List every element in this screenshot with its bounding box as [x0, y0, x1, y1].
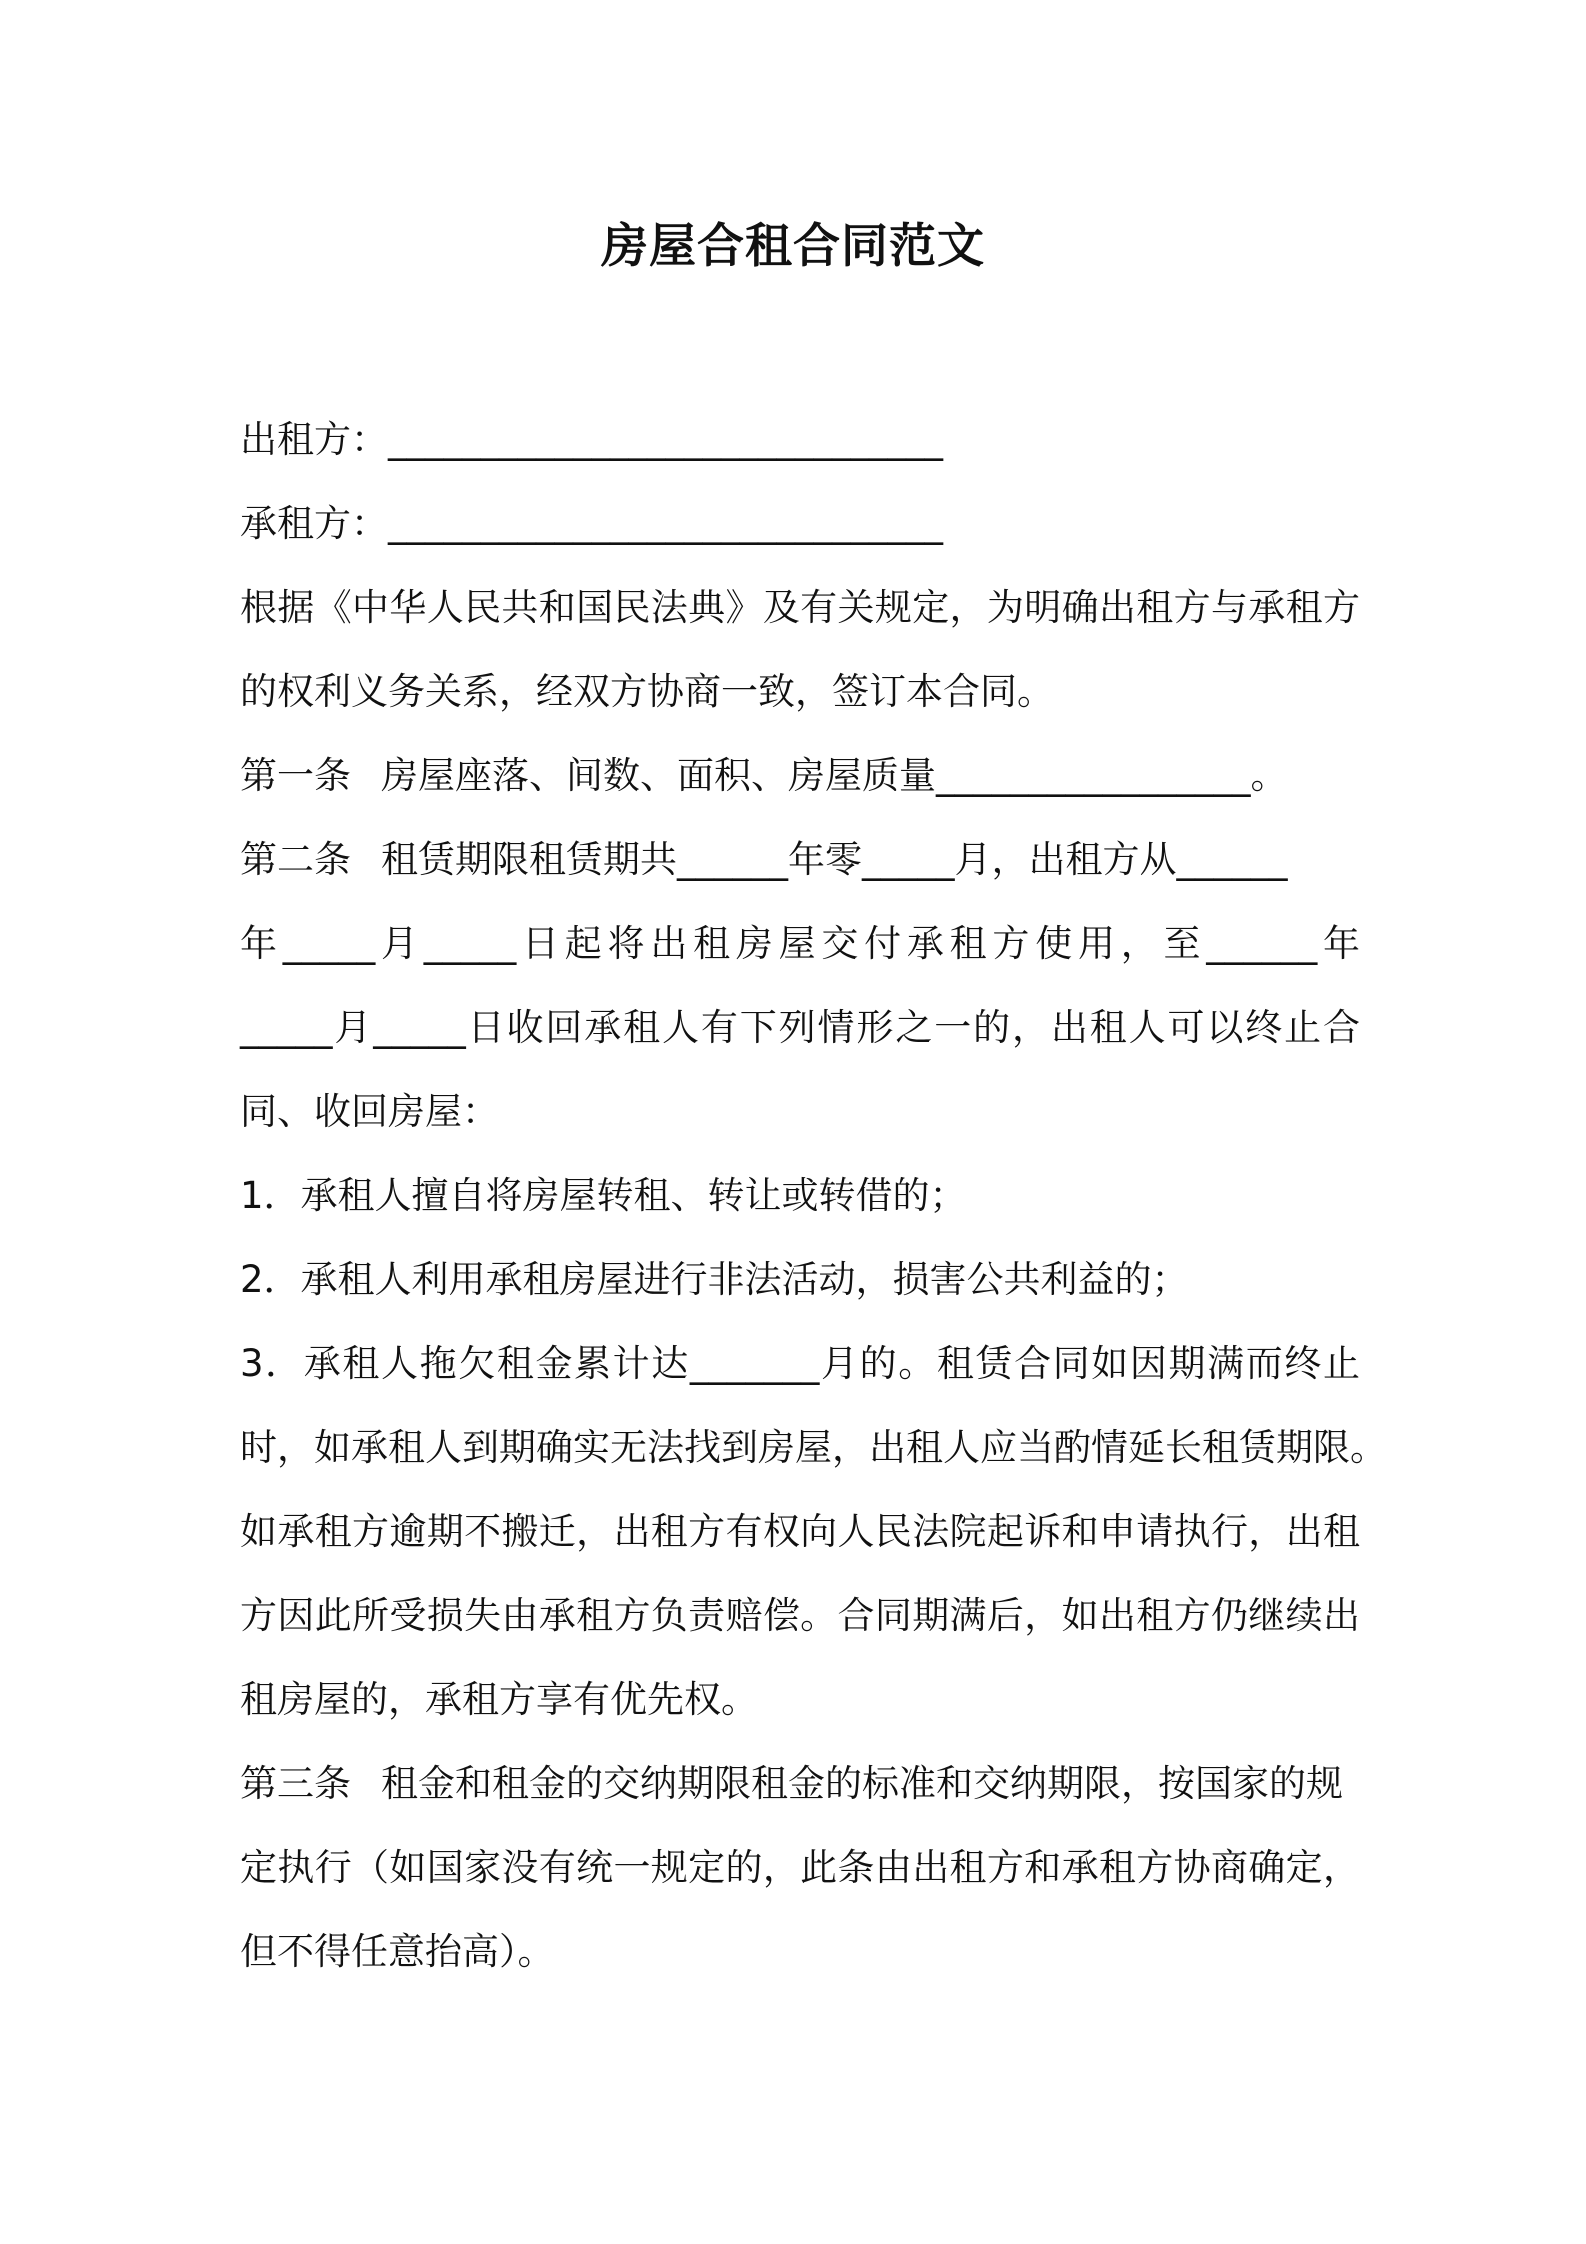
termination-item-3-line-1: 3．承租人拖欠租金累计达_______月的。租赁合同如因期满而终止 — [240, 1342, 1360, 1385]
preamble-line-1: 根据《中华人民共和国民法典》及有关规定，为明确出租方与承租方 — [240, 586, 1360, 629]
article-1-heading: 第一条 — [240, 754, 351, 797]
article-3-heading: 第三条 — [240, 1762, 351, 1805]
article-2-line-1 — [240, 832, 1360, 888]
article-2-line-2: 年_____月_____日起将出租房屋交付承租方使用，至______年 — [240, 922, 1360, 965]
article-2-line-3: _____月_____日收回承租人有下列情形之一的，出租人可以终止合 — [240, 1006, 1360, 1049]
termination-item-2: 2．承租人利用承租房屋进行非法活动，损害公共利益的； — [240, 1258, 1189, 1301]
article-2-heading: 第二条 — [240, 838, 351, 881]
article-3-text-1: 租金和租金的交纳期限租金的标准和交纳期限，按国家的规 — [381, 1762, 1343, 1805]
article-3-line-2: 定执行（如国家没有统一规定的，此条由出租方和承租方协商确定， — [240, 1846, 1360, 1889]
termination-item-3-line-4: 方因此所受损失由承租方负责赔偿。合同期满后，如出租方仍继续出 — [240, 1594, 1360, 1637]
article-3-line-3: 但不得任意抬高）。 — [240, 1930, 555, 1973]
article-3-line-1 — [240, 1756, 1360, 1812]
termination-item-1: 1．承租人擅自将房屋转租、转让或转借的； — [240, 1174, 967, 1217]
lessee-line: 承租方：______________________________ — [240, 502, 943, 545]
termination-item-3-line-2: 时，如承租人到期确实无法找到房屋，出租人应当酌情延长租赁期限。 — [240, 1426, 1387, 1469]
article-1-text: 房屋座落、间数、面积、房屋质量_________________。 — [381, 754, 1288, 797]
termination-item-3-line-5: 租房屋的，承租方享有优先权。 — [240, 1678, 758, 1721]
document-title: 房屋合租合同范文 — [601, 219, 985, 274]
lessor-line: 出租方：______________________________ — [240, 418, 943, 461]
preamble-line-2: 的权利义务关系，经双方协商一致，签订本合同。 — [240, 670, 1054, 713]
article-2-text-1: 租赁期限租赁期共______年零_____月，出租方从______ — [381, 838, 1288, 881]
article-1-line — [240, 748, 1360, 804]
termination-item-3-line-3: 如承租方逾期不搬迁，出租方有权向人民法院起诉和申请执行，出租 — [240, 1510, 1360, 1553]
article-2-line-4: 同、收回房屋： — [240, 1090, 499, 1133]
